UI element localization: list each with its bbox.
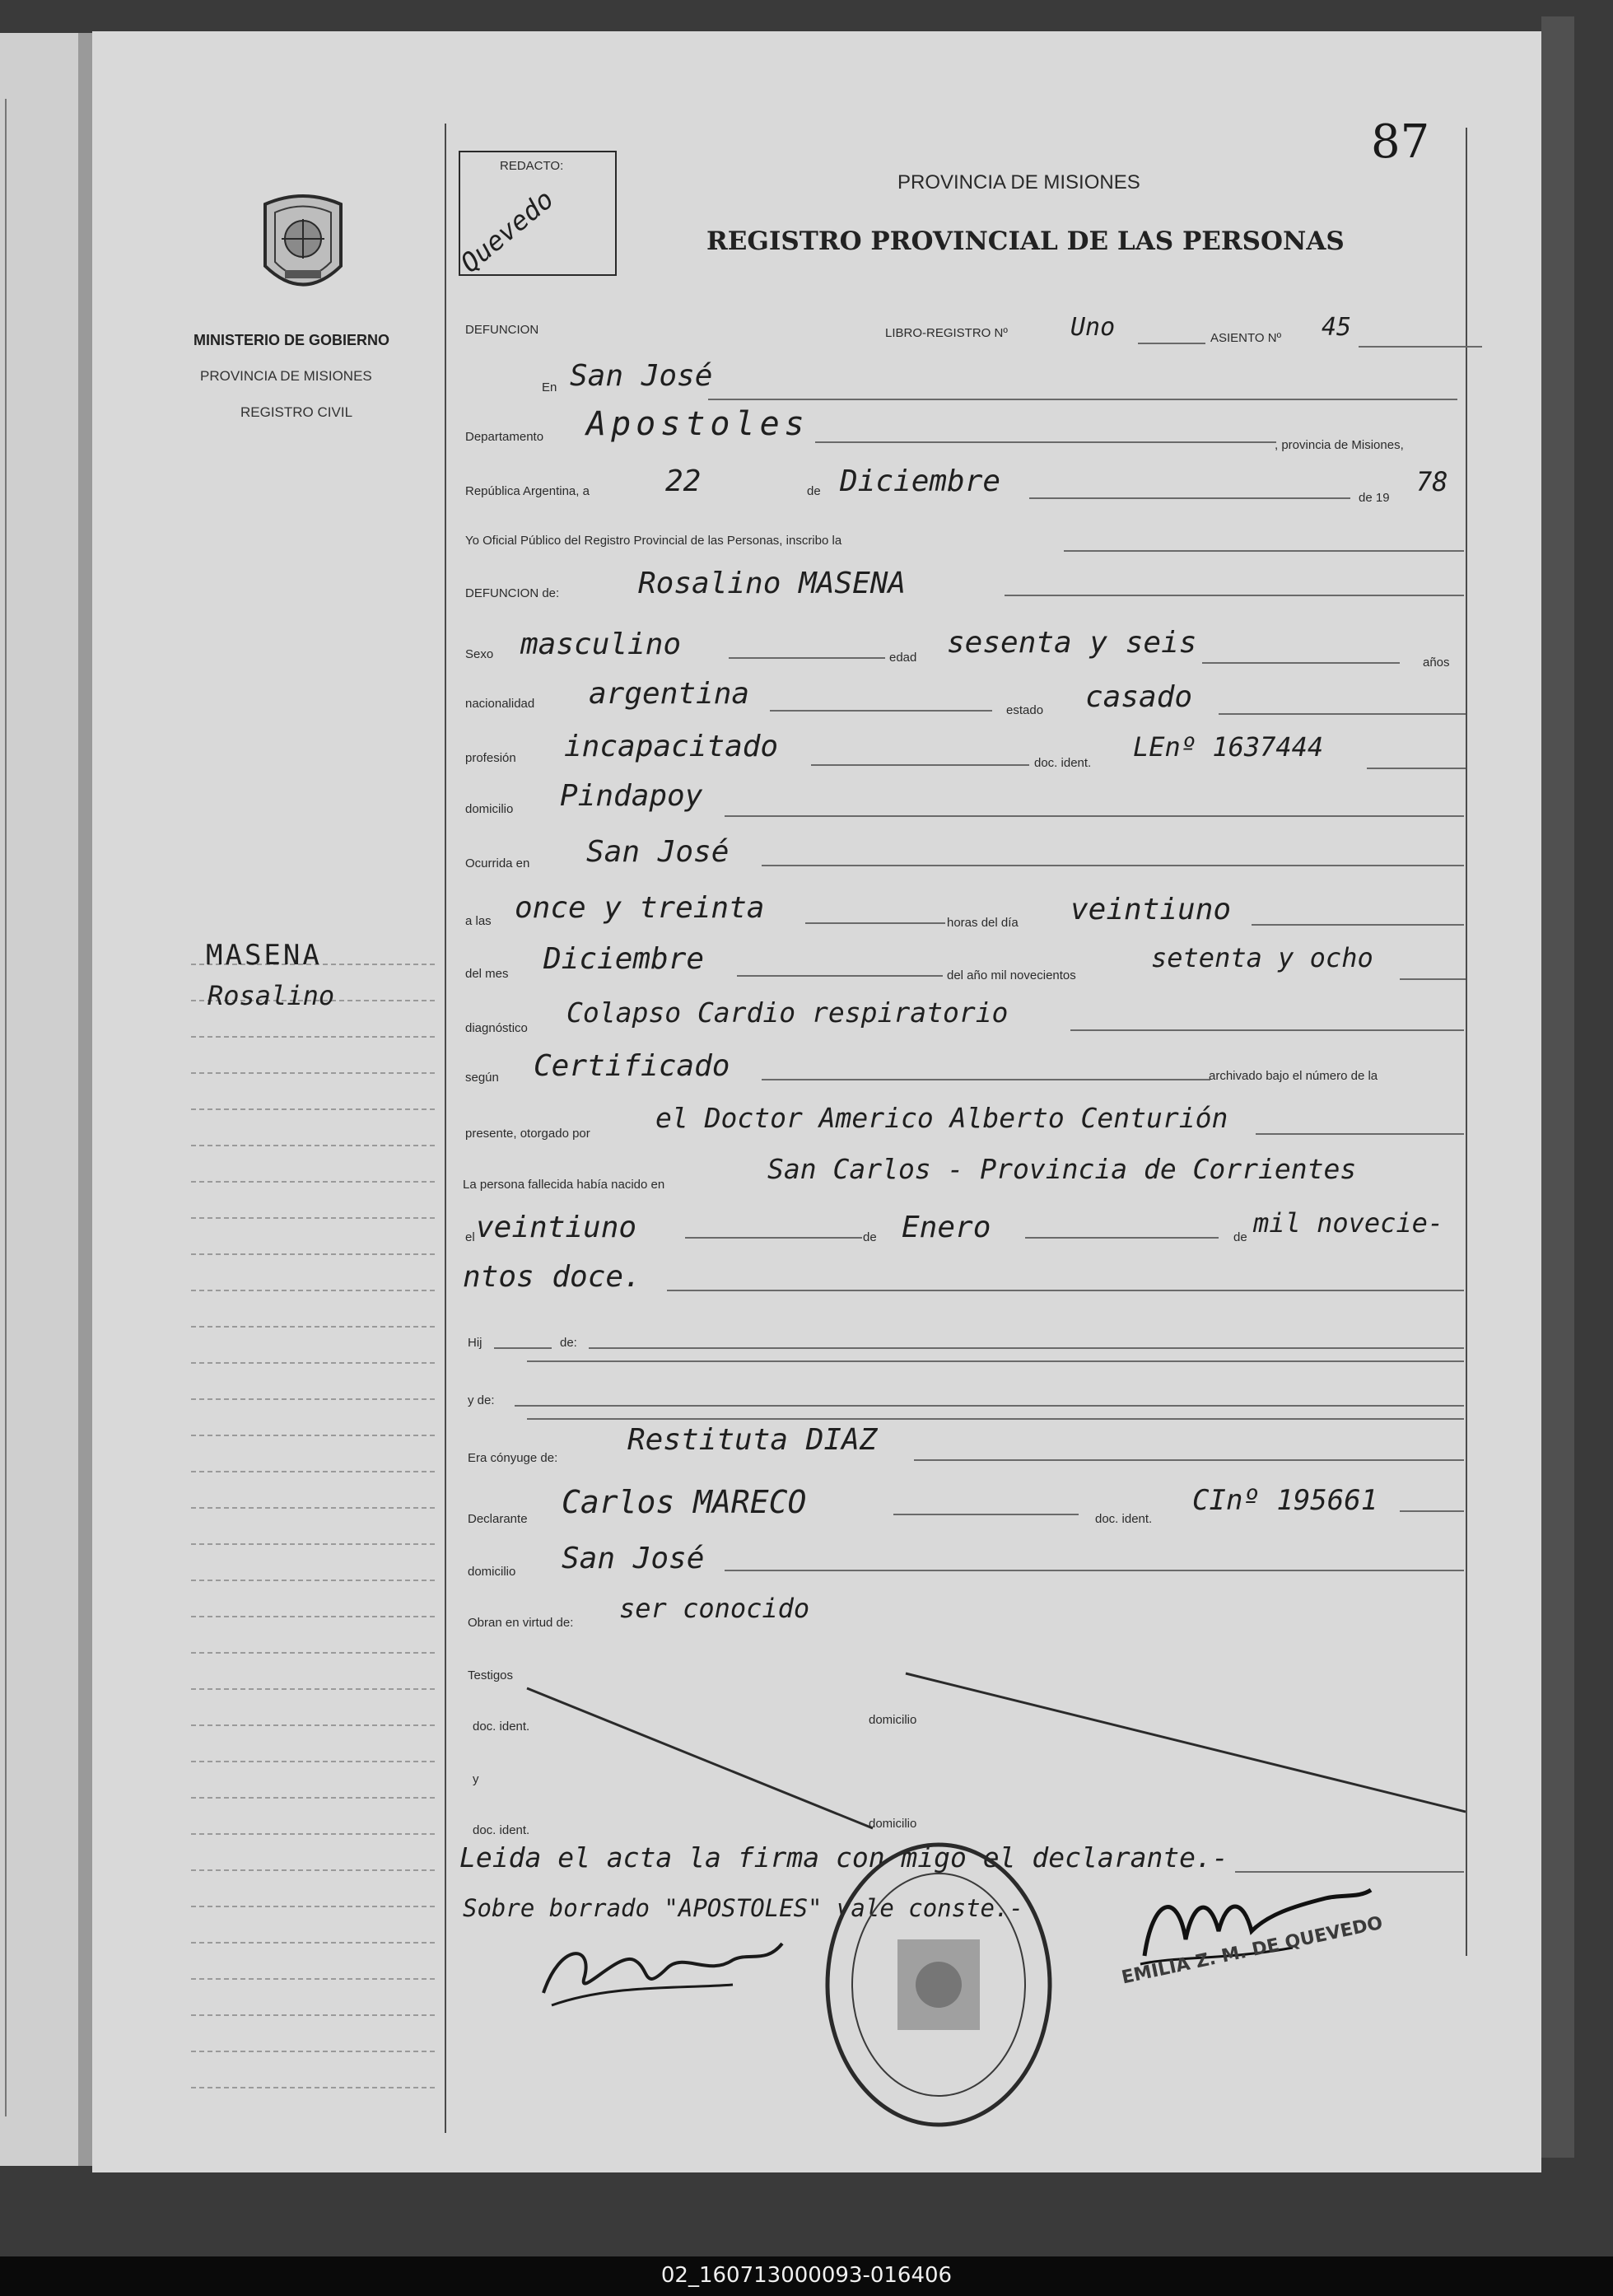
yo-oficial-label: Yo Oficial Público del Registro Provincial de las Personas, inscribo la [465,534,842,548]
edad-value: sesenta y seis [947,626,1197,660]
domicilio2-label: domicilio [468,1565,516,1579]
nacionalidad-value: argentina [589,677,750,711]
redacto-label: REDACTO: [500,159,564,173]
de2-rule [1025,1237,1219,1239]
de-label: de [807,484,821,498]
presente-rule [1256,1133,1464,1135]
right-page-edge [1541,16,1574,2158]
presente-value: el Doctor Americo Alberto Centurión [655,1102,1228,1134]
leida-value: Leida el acta la firma con migo el declarante.- [459,1841,1228,1874]
departamento-value: Apostoles [586,405,809,443]
presente-label: presente, otorgado por [465,1127,590,1141]
margin-rule [191,1435,435,1436]
nacido-value: San Carlos - Provincia de Corrientes [767,1153,1357,1185]
testigo-doc1-label: doc. ident. [473,1720,530,1734]
doc-ident-rule [1367,768,1466,769]
a-las-value: once y treinta [515,891,765,925]
defuncion-de-rule [1005,595,1464,596]
asiento-label: ASIENTO Nº [1210,331,1282,345]
dia-value: 22 [665,464,702,498]
hij-label: Hij [468,1336,483,1350]
de2-value: Enero [902,1211,991,1244]
de3-value: mil novecie- [1253,1207,1444,1239]
margin-note-surname: MASENA [206,939,322,972]
ocurrida-label: Ocurrida en [465,856,530,870]
leida-rule [1235,1871,1464,1873]
margin-rule [191,1398,435,1400]
redacto-value: Quevedo [454,183,560,279]
left-page-rule [5,99,7,2116]
margin-rule [191,1869,435,1871]
margin-note-name: Rosalino [207,980,335,1011]
estado-rule [1219,713,1466,715]
domicilio-rule [725,815,1464,817]
el-rule [685,1237,862,1239]
en-rule [708,399,1457,400]
ministry-civil-registry: REGISTRO CIVIL [240,404,353,420]
anio-value: 78 [1416,466,1448,497]
page-number: 87 [1371,115,1430,169]
margin-rule [191,1906,435,1907]
diagnostico-rule [1070,1029,1464,1031]
de3-label: de [1233,1230,1247,1244]
ocurrida-rule [762,865,1464,866]
del-mes-value: Diciembre [543,942,705,976]
edad-label: edad [889,651,917,665]
diagnostico-label: diagnóstico [465,1021,528,1035]
libro-value: Uno [1070,313,1116,342]
domicilio2-value: San José [562,1542,705,1575]
testigo-dom1-label: domicilio [869,1713,917,1727]
ministry-name: MINISTERIO DE GOBIERNO [193,332,390,348]
del-anio-label: del año mil novecientos [947,968,1076,982]
del-mes-label: del mes [465,967,509,981]
testigo-y-label: y [473,1772,479,1786]
signature-stamp-text: EMILIA Z. M. DE QUEVEDO [1120,1912,1385,1989]
sobre-value: Sobre borrado "APOSTOLES" vale conste.- [463,1894,1023,1922]
doc-ident-value: LEnº 1637444 [1133,731,1324,763]
redacto-box [454,151,617,279]
del-mes-rule [737,975,943,977]
margin-rule [191,1942,435,1944]
del-anio-value: setenta y ocho [1151,942,1373,973]
sexo-value: masculino [520,628,682,661]
segun-label: según [465,1071,499,1085]
margin-rule [191,1616,435,1617]
segun-value: Certificado [534,1049,730,1083]
testigos-label: Testigos [468,1668,514,1682]
conyuge-value: Restituta DIAZ [627,1423,878,1457]
margin-rule [191,1978,435,1980]
horas-value: veintiuno [1070,893,1232,926]
provincia-suffix: , provincia de Misiones, [1275,438,1404,452]
margin-rule [191,1507,435,1509]
margin-rule [191,1724,435,1726]
a-las-rule [805,922,945,924]
hij-de-rule [589,1347,1464,1349]
y-de-rule [515,1405,1464,1407]
nacionalidad-label: nacionalidad [465,697,535,711]
cont-rule [667,1290,1464,1291]
profesion-rule [811,764,1029,766]
margin-rule [191,1145,435,1146]
caption-text: 02_160713000093-016406 [660,2263,953,2288]
header-registry: REGISTRO PROVINCIAL DE LAS PERSONAS [706,226,1345,256]
ocurrida-value: San José [586,835,730,869]
edad-rule [1202,662,1400,664]
margin-rule [191,1217,435,1219]
cont-value: ntos doce. [463,1260,641,1294]
archivado-label: archivado bajo el número de la [1209,1069,1378,1083]
testigos-cross-lines [445,1672,1466,1845]
hij-de-rule-2 [527,1360,1464,1362]
obran-label: Obran en virtud de: [468,1616,574,1630]
estado-value: casado [1085,680,1193,714]
testigo-doc2-label: doc. ident. [473,1823,530,1837]
a-las-label: a las [465,914,492,928]
doc-ident2-rule [1400,1510,1464,1512]
profesion-label: profesión [465,751,516,765]
conyuge-rule [914,1459,1464,1461]
margin-rule [191,1761,435,1762]
margin-rule [191,1362,435,1364]
obran-value: ser conocido [619,1593,810,1624]
header-province: PROVINCIA DE MISIONES [897,171,1140,194]
defuncion-de-value: Rosalino MASENA [638,567,907,600]
horas-rule [1252,924,1464,926]
margin-rule [191,2014,435,2016]
republica-label: República Argentina, a [465,484,590,498]
margin-rule [191,1290,435,1291]
domicilio-value: Pindapoy [560,779,703,813]
margin-rule [191,1181,435,1183]
doc-ident2-label: doc. ident. [1095,1512,1153,1526]
declarante-value: Carlos MARECO [562,1484,807,1520]
asiento-rule [1359,346,1482,348]
yo-oficial-rule [1064,550,1464,552]
margin-rule [191,1797,435,1799]
margin-rule [191,1072,435,1074]
margin-rule [191,1688,435,1690]
diagnostico-value: Colapso Cardio respiratorio [566,996,1009,1029]
coat-of-arms-emblem [257,188,349,303]
nacionalidad-rule [770,710,992,712]
declarant-signature [527,1927,799,2018]
de2-label: de [863,1230,877,1244]
departamento-label: Departamento [465,430,544,444]
sexo-label: Sexo [465,647,494,661]
libro-label: LIBRO-REGISTRO Nº [885,326,1008,340]
margin-rule [191,1833,435,1835]
horas-label: horas del día [947,916,1019,930]
el-value: veintiuno [476,1211,637,1244]
en-value: San José [570,359,713,393]
segun-rule [762,1079,1210,1080]
hij-de-label: de: [560,1336,577,1350]
conyuge-label: Era cónyuge de: [468,1451,558,1465]
anios-label: años [1423,656,1450,670]
domicilio-label: domicilio [465,802,514,816]
del-anio-rule [1400,978,1466,980]
margin-rule [191,2087,435,2088]
form-right-rule [1466,128,1467,1956]
profesion-value: incapacitado [564,730,779,763]
margin-rule [191,1652,435,1654]
departamento-rule [815,441,1276,443]
domicilio2-rule [725,1570,1464,1571]
doc-ident-label: doc. ident. [1034,756,1092,770]
ministry-province: PROVINCIA DE MISIONES [200,368,372,384]
margin-rule [191,1471,435,1472]
margin-rule [191,1543,435,1545]
hij-rule [494,1347,552,1349]
en-label: En [542,380,557,394]
de19-label: de 19 [1359,491,1390,505]
y-de-label: y de: [468,1393,495,1407]
declarante-label: Declarante [468,1512,528,1526]
declarante-rule [893,1514,1079,1515]
margin-rule [191,2051,435,2052]
defuncion-label: DEFUNCION [465,323,539,337]
sexo-rule [729,657,885,659]
left-page [0,33,91,2166]
defuncion-de-label: DEFUNCION de: [465,586,560,600]
doc-ident2-value: CInº 195661 [1192,1484,1378,1517]
asiento-value: 45 [1322,313,1352,342]
testigo-dom2-label: domicilio [869,1817,917,1831]
estado-label: estado [1006,703,1044,717]
mes-value: Diciembre [840,464,1001,498]
mes-rule [1029,497,1350,499]
margin-rule [191,1253,435,1255]
official-seal [815,1832,1062,2137]
el-label: el [465,1230,475,1244]
margin-rule [191,1580,435,1581]
margin-rule [191,1036,435,1038]
libro-rule [1138,343,1205,344]
nacido-label: La persona fallecida había nacido en [463,1178,665,1192]
margin-rule [191,1108,435,1110]
y-de-rule-2 [527,1418,1464,1420]
margin-rule [191,1326,435,1328]
